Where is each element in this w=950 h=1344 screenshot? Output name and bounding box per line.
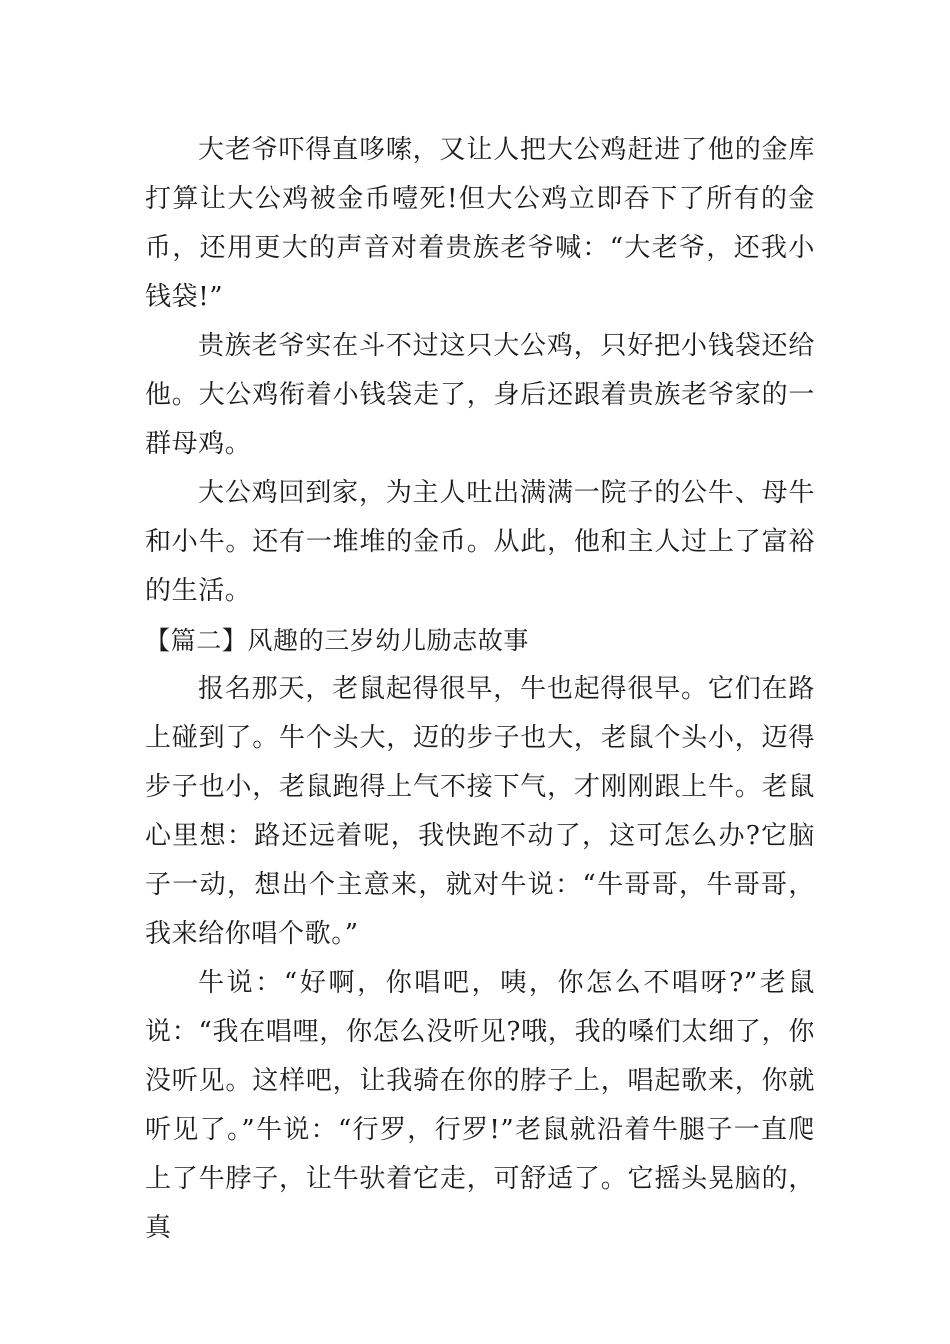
section-heading: 【篇二】风趣的三岁幼儿励志故事 (145, 626, 530, 655)
paragraph-rooster-home: 大公鸡回到家，为主人吐出满满一院子的公牛、母牛和小牛。还有一堆堆的金币。从此，他和主人过上了富裕的生活。 (145, 478, 815, 606)
paragraph-rooster-gold: 大老爷吓得直哆嗦，又让人把大公鸡赶进了他的金库打算让大公鸡被金币噎死!但大公鸡立即吞下了所有的金币，还用更大的声音对着贵族老爷喊：“大老爷，还我小钱袋!” (145, 135, 815, 312)
document-body (145, 126, 815, 1253)
paragraph-mouse-ox-meet: 报名那天，老鼠起得很早，牛也起得很早。它们在路上碰到了。牛个头大，迈的步子也大，老鼠个头小，迈得步子也小，老鼠跑得上气不接下气，才刚刚跟上牛。老鼠心里想：路还远着呢，我快跑不动了，这可怎么办?它脑子一动，想出个主意来，就对牛说：“牛哥哥，牛哥哥，我来给你唱个歌。” (145, 674, 815, 949)
paragraph-mouse-ox-song: 牛说：“好啊，你唱吧，咦，你怎么不唱呀?”老鼠说：“我在唱哩，你怎么没听见?哦，我的嗓们太细了，你没听见。这样吧，让我骑在你的脖子上，唱起歌来，你就听见了。”牛说：“行罗，行罗!”老鼠就沿着牛腿子一直爬上了牛脖子，让牛驮着它走，可舒适了。它摇头晃脑的，真 (145, 968, 815, 1243)
paragraph-rooster-purse: 贵族老爷实在斗不过这只大公鸡，只好把小钱袋还给他。大公鸡衔着小钱袋走了，身后还跟着贵族老爷家的一群母鸡。 (145, 331, 815, 459)
